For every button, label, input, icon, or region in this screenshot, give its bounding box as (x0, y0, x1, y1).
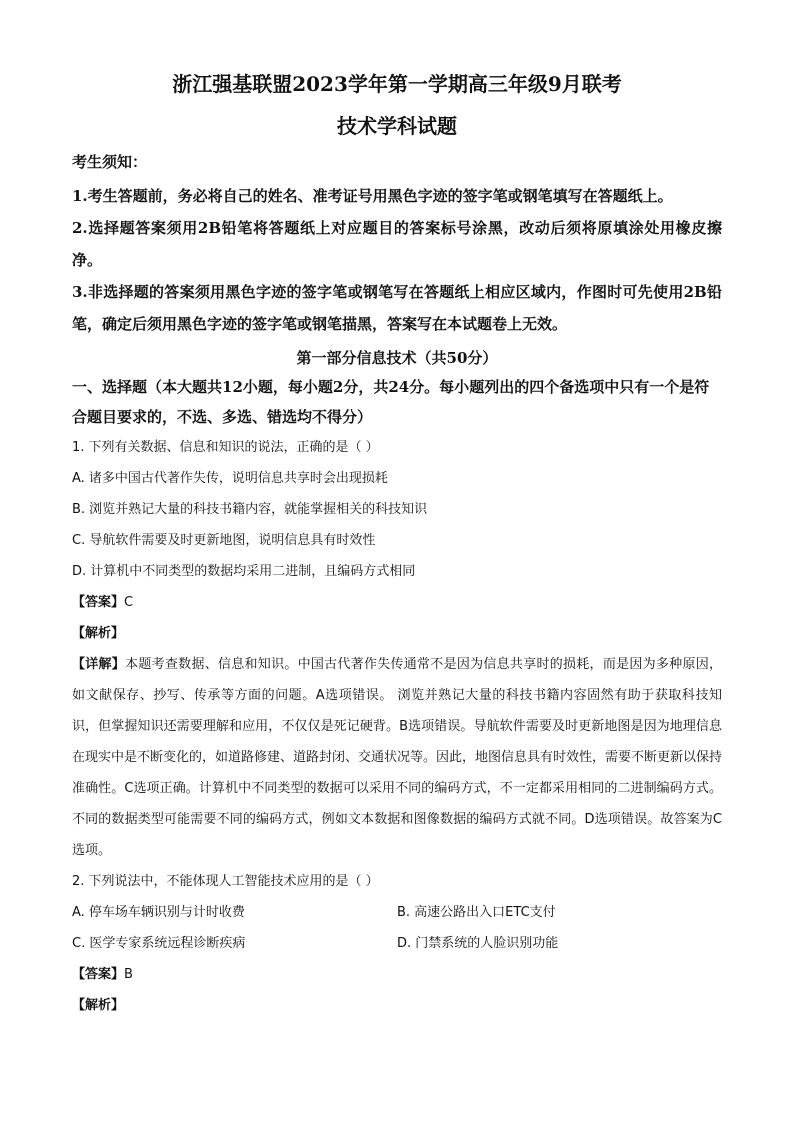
question-1-answer (72, 587, 722, 618)
question-1-stem: 1. 下列有关数据、信息和知识的说法，正确的是（ ） (72, 440, 379, 455)
question-1-option-a: A. 诸多中国古代著作失传，说明信息共享时会出现损耗 (72, 471, 388, 486)
question-2-option-d: D. 门禁系统的人脸识别功能 (397, 936, 559, 951)
question-2-option-c: C. 医学专家系统远程诊断疾病 (72, 936, 246, 951)
question-2-answer (72, 959, 722, 990)
question-1-option-b: B. 浏览并熟记大量的科技书籍内容，就能掌握相关的科技知识 (72, 502, 428, 517)
exam-title: 浙江强基联盟2023学年第一学期高三年级9月联考 (172, 72, 622, 96)
question-1-analysis (72, 618, 722, 649)
notice-heading: 考生须知： (72, 153, 148, 171)
question-1-option-d: D. 计算机中不同类型的数据均采用二进制，且编码方式相同 (72, 564, 416, 579)
question-2-options-row-1 (72, 897, 722, 928)
detail-text: 本题考查数据、信息和知识。中国古代著作失传通常不是因为信息共享时的损耗，而是因为多种原因，如文献保存、抄写、传承等方面的问题。A选项错误。 浏览并熟记大量的科技书籍内容固然有助于获取科技知识，但掌握知识还需要理解和应用，不仅仅是死记硬背。B选项错误。导航软件需要及时更新地图是因为地理信息在现实中是不断变化的，如道路修建、道路封闭、交通状况等。因此，地图信息具有时效性，需要不断更新以保持准确性。C选项正确。计算机中不同类型的数据可以采用不同的编码方式，不一定都采用相同的二进制编码方式。不同的数据类型可能需要不同的编码方式，例如文本数据和图像数据的编码方式就不同。D选项错误。故答案为C选项。 (72, 657, 723, 858)
answer-value: B (124, 967, 133, 982)
answer-label: 【答案】 (72, 967, 125, 982)
answer-label: 【答案】 (72, 595, 125, 610)
question-2 (72, 866, 722, 1021)
analysis-label: 【解析】 (72, 626, 125, 641)
part-one-title: 第一部分信息技术（共50分） (296, 349, 498, 367)
question-2-option-b: B. 高速公路出入口ETC支付 (397, 905, 556, 920)
exam-page (72, 70, 722, 1021)
section-heading: 一、选择题（本大题共12小题，每小题2分，共24分。每小题列出的四个备选项中只有一个是符合题目要求的，不选、多选、错选均不得分） (72, 378, 710, 426)
question-2-options-row-2 (72, 928, 722, 959)
exam-subtitle: 技术学科试题 (337, 114, 457, 138)
answer-value: C (124, 595, 134, 610)
notice-item-1: 1.考生答题前，务必将自己的姓名、准考证号用黑色字迹的签字笔或钢笔填写在答题纸上。 (72, 187, 673, 205)
question-1 (72, 432, 722, 866)
detail-label: 【详解】 (72, 657, 126, 672)
question-2-option-a: A. 停车场车辆识别与计时收费 (72, 905, 245, 920)
notice-item-2: 2.选择题答案须用2B铅笔将答题纸上对应题目的答案标号涂黑，改动后须将原填涂处用橡皮擦净。 (72, 219, 722, 269)
question-1-detail (72, 649, 722, 866)
question-2-analysis (72, 990, 722, 1021)
analysis-label: 【解析】 (72, 998, 125, 1013)
notice-item-3: 3.非选择题的答案须用黑色字迹的签字笔或钢笔写在答题纸上相应区域内，作图时可先使用2B铅笔，确定后须用黑色字迹的签字笔或钢笔描黑，答案写在本试题卷上无效。 (72, 283, 722, 333)
question-2-stem: 2. 下列说法中，不能体现人工智能技术应用的是（ ） (72, 874, 379, 889)
question-1-option-c: C. 导航软件需要及时更新地图，说明信息具有时效性 (72, 533, 376, 548)
